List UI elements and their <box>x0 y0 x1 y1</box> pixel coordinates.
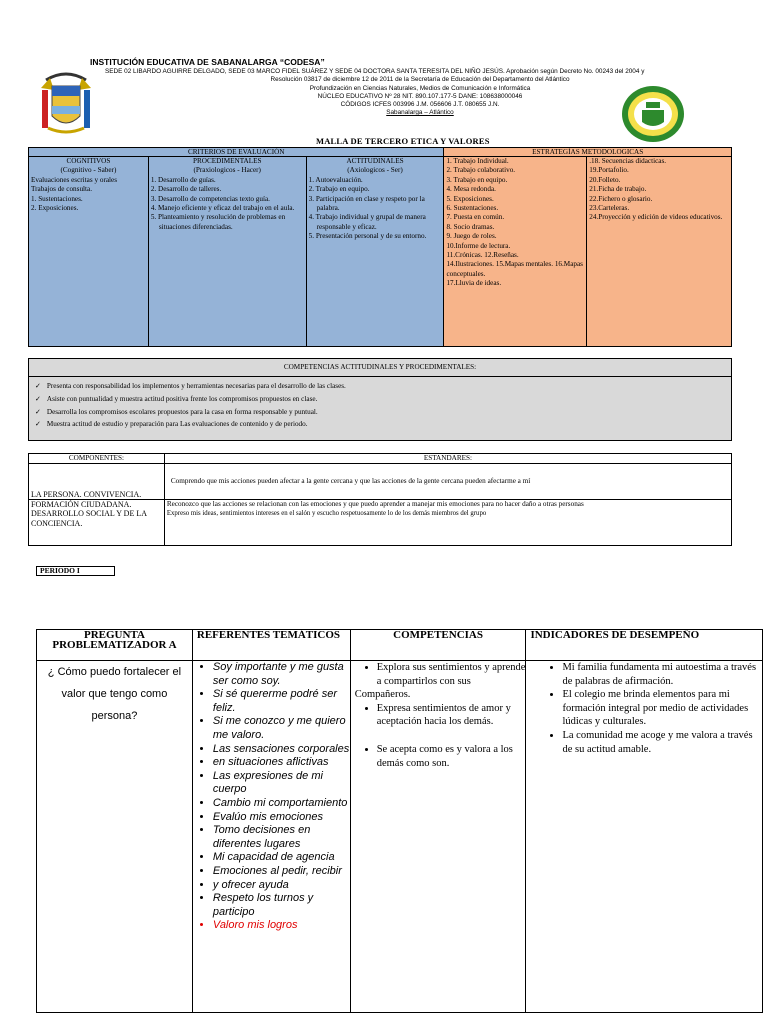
referente-item: • Evalúo mis emociones <box>213 811 350 825</box>
estrategias-list-2: .18. Secuencias didacticas. 19.Portafolio. 20.Folleto. 21.Ficha de trabajo. 22.Fichero o glosario. 23.Carteleras. 24.Proyección y edición de videos educativos. <box>587 157 732 347</box>
estandares-header: ESTANDARES: <box>164 454 731 464</box>
actitudinales-cell: ACTITUDINALES (Axiologicos - Ser) 1. Autoevaluación. 2. Trabajo en equipo. 3. Participación en clase y respeto por la palabra. 4. Trabajo individual y grupal de manera responsable y eficaz. 5. Presentación personal y de su entorno. <box>306 157 444 347</box>
competencia-plan-item: • Expresa sentimientos de amor y aceptación hacia los demás. <box>377 702 526 729</box>
document-title: MALLA DE TERCERO ETICA Y VALORES <box>316 136 490 146</box>
estrategias-list-1: 1. Trabajo Individual. 2. Trabajo colaborativo. 3. Trabajo en equipo. 4. Mesa redonda. 5. Exposiciones. 6. Sustentaciones. 7. Puesta en común. 8. Socio dramas. 9. Juego de roles. 10.Informe de lectura. 11.Crónicas. 12.Reseñas. 14.Ilustraciones. 15.Mapas mentales. 16.Mapas conceptuales. 17.Lluvia de ideas. <box>444 157 587 347</box>
evaluation-table <box>28 147 732 347</box>
referente-item: • Si sé quererme podré ser feliz. <box>213 688 350 715</box>
competencias-title: COMPETENCIAS ACTITUDINALES Y PROCEDIMENTALES: <box>29 359 732 377</box>
procedimentales-cell: PROCEDIMENTALES (Praxiologicos - Hacer) 1. Desarrollo de guías. 2. Desarrollo de talleres. 3. Desarrollo de competencias texto guía. 4. Manejo eficiente y eficaz del trabajo en el aula. 5. Planteamiento y resolución de problemas en situaciones diferenciadas. <box>148 157 306 347</box>
referente-item-highlight: • Valoro mis logros <box>213 919 350 933</box>
referente-item: • Soy importante y me gusta ser como soy. <box>213 661 350 688</box>
referente-item: • Emociones al pedir, recibir <box>213 865 350 879</box>
indicador-item: • Mi familia fundamenta mi autoestima a través de palabras de afirmación. <box>562 661 762 688</box>
referentes-list <box>193 661 350 933</box>
referente-item: • en situaciones aflictivas <box>213 756 350 770</box>
cognitivos-cell: COGNITIVOS (Cognitivo - Saber) Evaluaciones escritas y orales Trabajos de consulta. 1. Sustentaciones. 2. Exposiciones. <box>29 157 149 347</box>
competencias-header: COMPETENCIAS <box>350 630 526 661</box>
competencia-plan-item: • Explora sus sentimientos y aprende a compartirlos con sus <box>377 661 526 688</box>
referente-item: • Tomo decisiones en diferentes lugares <box>213 824 350 851</box>
referente-item: • Cambio mi comportamiento <box>213 797 350 811</box>
institution-details: SEDE 02 LIBARDO AGUIRRE DELGADO, SEDE 03 MARCO FIDEL SUÁREZ Y SEDE 04 DOCTORA SANTA TERESITA DEL NIÑO JESÚS. Aprobación según Decreto No. 00243 del 2004 y Resolución 03817 de diciembre 12 de 2011 de la Secretaría de Educación del Departamento del Atlántico Profundización en Ciencias Naturales, Medios de Comunicación e Informática NÚCLEO EDUCATIVO Nº 28 NIT. 890.107.177-5 DANE: 108638000046 CÓDIGOS ICFES 003996 J.M. 056606 J.T. 080655 J.N. Sabanalarga – Atlántico <box>105 68 645 117</box>
estandar-2: Reconozco que las acciones se relacionan con las emociones y que puedo aprender a manejar mis emociones para no hacer daño a otras personas Expreso mis ideas, sentimientos intereses en el salón y escucho respetuosamente lo de los demás miembros del grupo <box>164 500 731 546</box>
referentes-header: REFERENTES TEMÁTICOS <box>192 630 350 661</box>
pregunta-header: PREGUNTA PROBLEMATIZADOR A <box>37 630 193 661</box>
referente-item: • y ofrecer ayuda <box>213 879 350 893</box>
institution-title: INSTITUCIÓN EDUCATIVA DE SABANALARGA “CODESA” <box>90 57 325 67</box>
pregunta-cell: ¿ Cómo puedo fortalecer el valor que tengo como persona? <box>37 661 193 1013</box>
indicadores-cell <box>526 661 763 1013</box>
componentes-header: COMPONENTES: <box>29 454 165 464</box>
referentes-cell <box>192 661 350 1013</box>
competencias-table <box>28 358 732 441</box>
competencia-item: ✓ Asiste con puntualidad y muestra actitud positiva frente los compromisos propuestos en clase. <box>31 393 729 406</box>
competencia-item: ✓ Desarrolla los compromisos escolares propuestos para la casa en forma responsable y puntual. <box>31 406 729 419</box>
componente-2: FORMACIÓN CIUDADANA. DESARROLLO SOCIAL Y DE LA CONCIENCIA. <box>29 500 165 546</box>
indicadores-header: INDICADORES DE DESEMPEÑO <box>526 630 763 661</box>
componente-1: LA PERSONA. CONVIVENCIA. <box>29 464 165 500</box>
referente-item: • Respeto los turnos y participo <box>213 892 350 919</box>
periodo-label: PERIODO I <box>36 566 115 576</box>
competencia-item: ✓ Presenta con responsabilidad los implementos y herramientas necesarias para el desarrollo de las clases. <box>31 380 729 393</box>
criterios-header: CRITERIOS DE EVALUACIÓN <box>29 148 444 157</box>
competencia-item: ✓ Muestra actitud de estudio y preparación para Las evaluaciones de contenido y de periodo. <box>31 418 729 431</box>
colombia-coat-of-arms-icon <box>38 70 94 140</box>
plan-table <box>36 629 763 1013</box>
estrategias-header: ESTRATEGÍAS METODOLOGICAS <box>444 148 732 157</box>
competencia-plan-item: • Se acepta como es y valora a los demás como son. <box>377 743 526 770</box>
competencias-list <box>29 377 732 441</box>
competencias-cell: • Explora sus sentimientos y aprende a compartirlos con sus Compañeros. • Expresa sentimientos de amor y aceptación hacia los demás. • Se acepta como es y valora a los demás como son. <box>350 661 526 1013</box>
indicador-item: • La comunidad me acoge y me valora a través de su actitud amable. <box>562 729 762 756</box>
componentes-table <box>28 453 732 546</box>
estandar-1: Comprendo que mis acciones pueden afectar a la gente cercana y que las acciones de la gente cercana pueden afectarme a mí <box>164 464 731 500</box>
indicador-item: • El colegio me brinda elementos para mi formación integral por medio de actividades lúdicas y culturales. <box>562 688 762 729</box>
referente-item: • Si me conozco y me quiero me valoro. <box>213 715 350 742</box>
referente-item: • Mi capacidad de agencia <box>213 851 350 865</box>
referente-item: • Las expresiones de mi cuerpo <box>213 770 350 797</box>
referente-item: • Las sensaciones corporales <box>213 743 350 757</box>
